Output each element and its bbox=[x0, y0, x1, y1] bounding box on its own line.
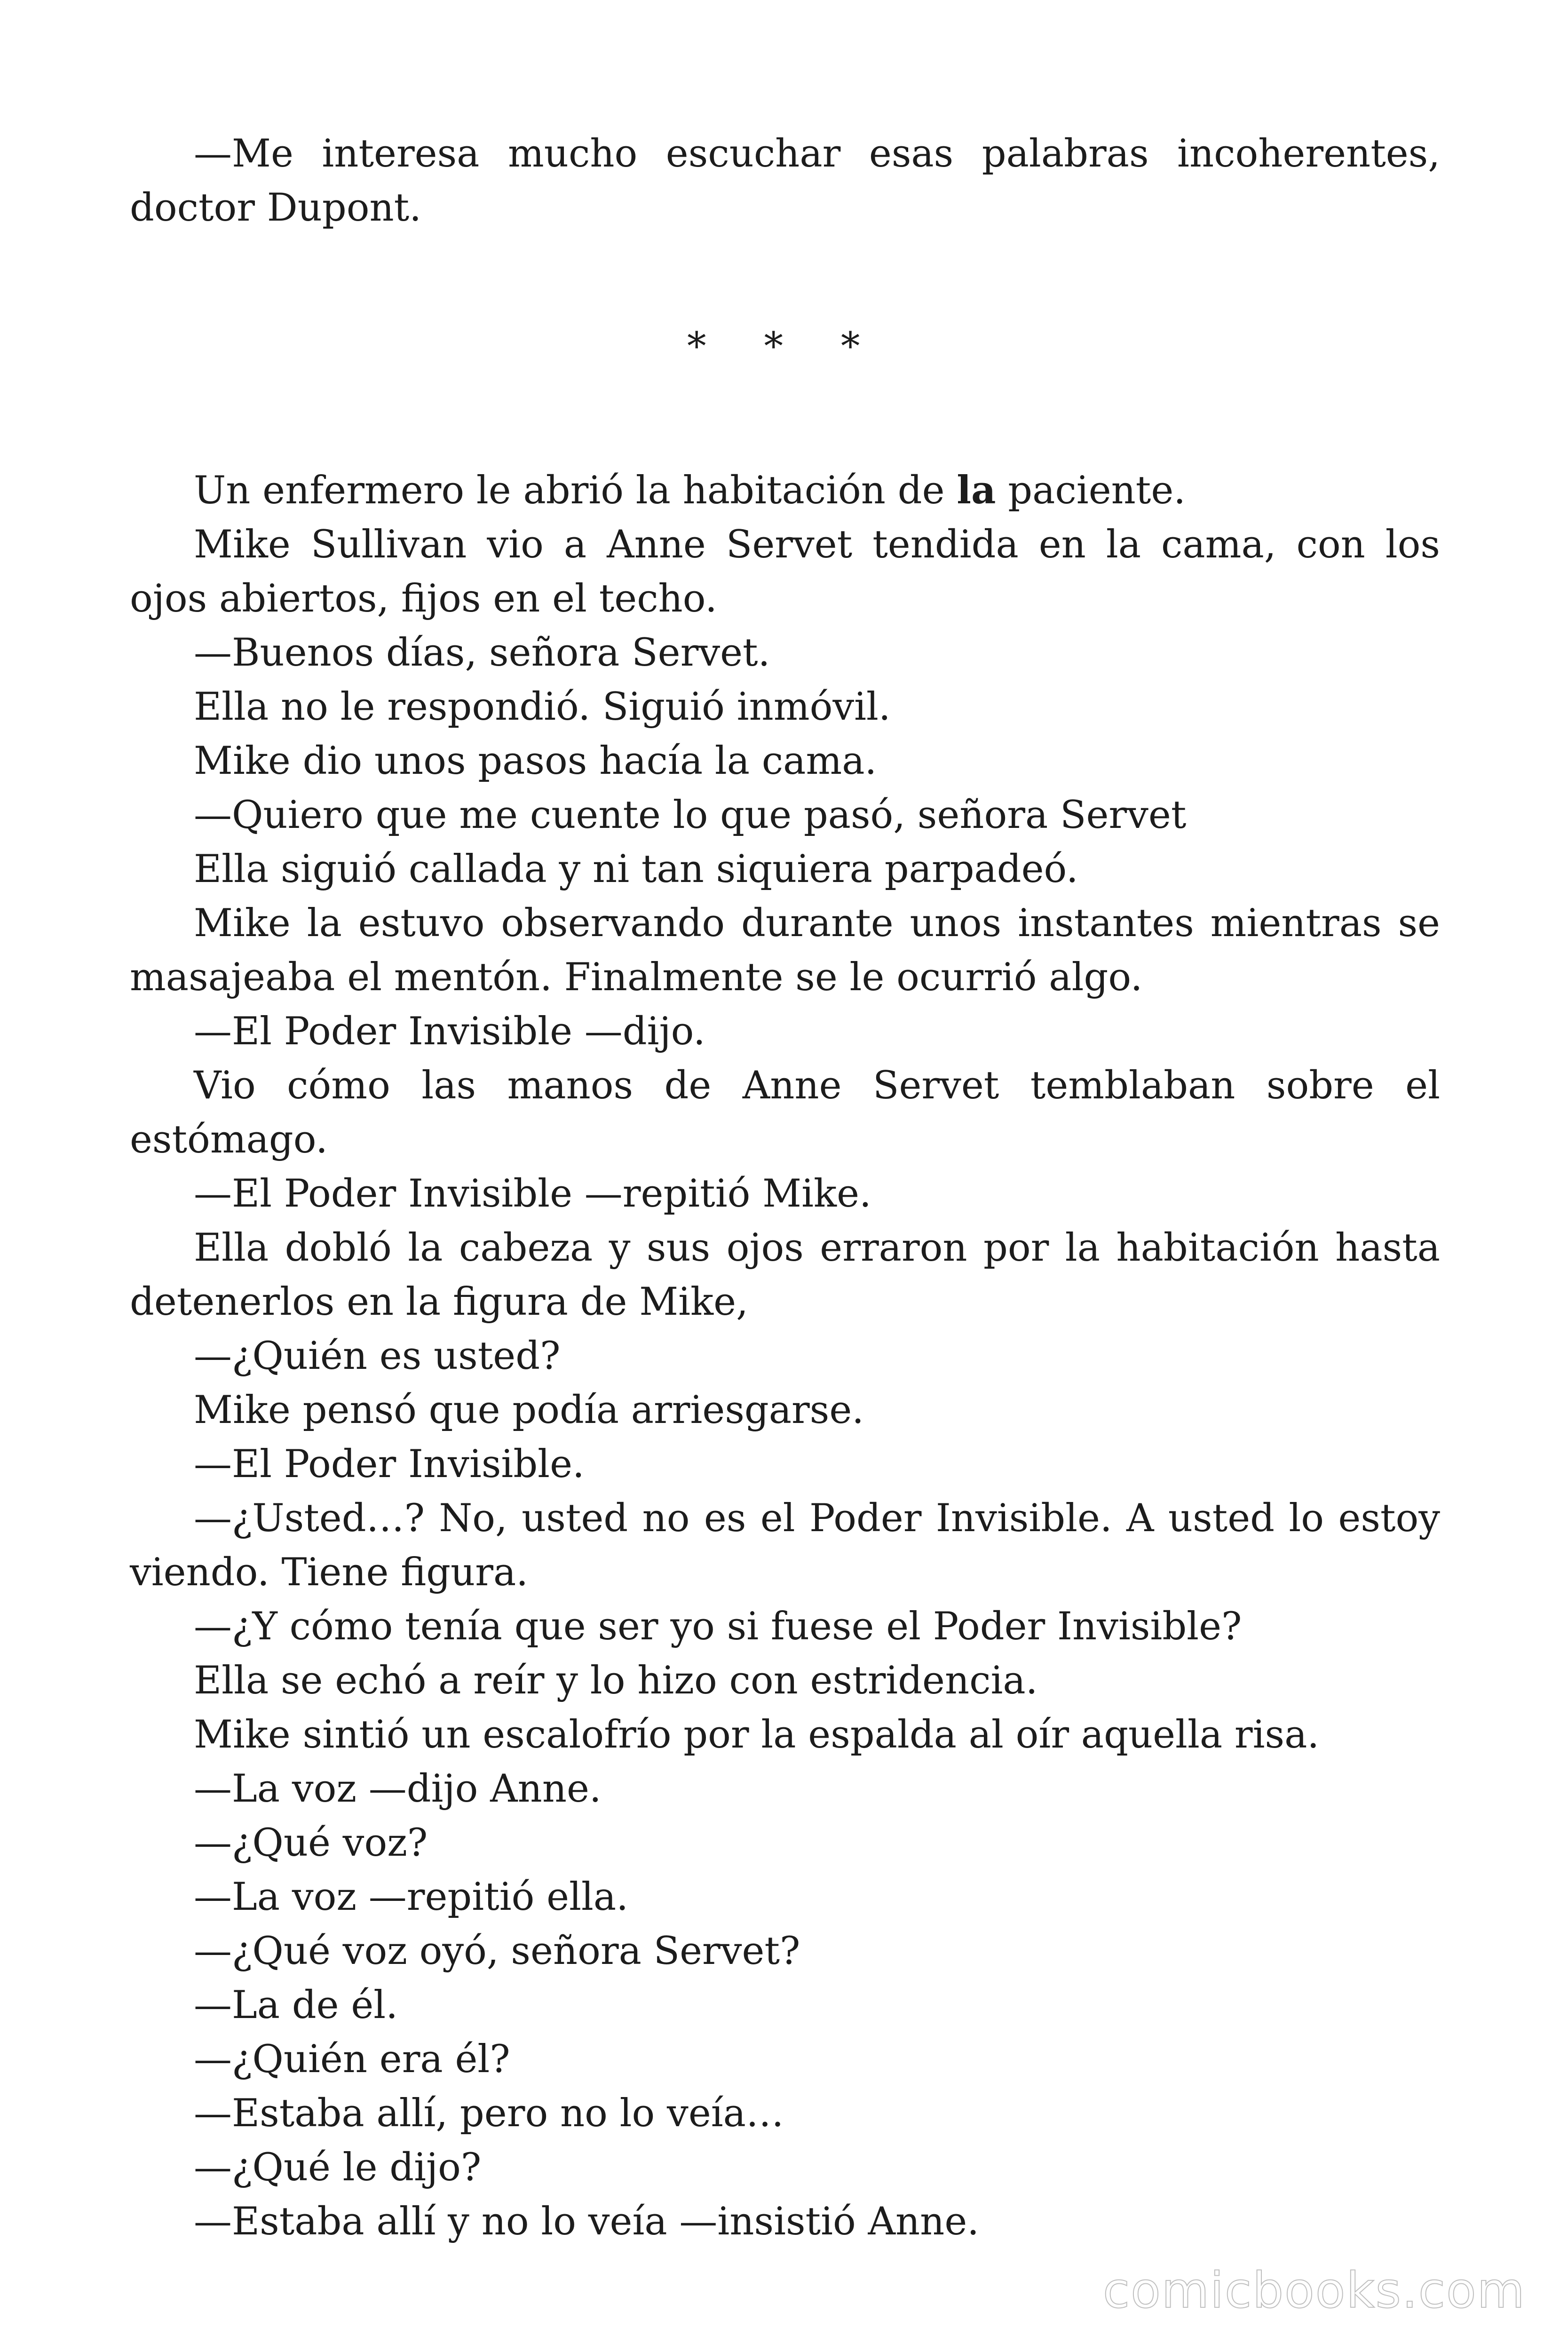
paragraph: —Estaba allí y no lo veía —insistió Anne. bbox=[194, 2200, 980, 2244]
paragraph: —El Poder Invisible —dijo. bbox=[194, 1009, 705, 1054]
paragraph-list bbox=[130, 518, 1440, 2249]
paragraph: —¿Qué le dijo? bbox=[194, 2145, 482, 2190]
paragraph: —¿Quién era él? bbox=[194, 2037, 510, 2082]
paragraph: —¿Qué voz? bbox=[194, 1821, 428, 1865]
paragraph: —Buenos días, señora Servet. bbox=[194, 631, 770, 675]
paragraph: Ella dobló la cabeza y sus ojos erraron por la habitación hasta detenerlos en la figura de Mike, bbox=[130, 1226, 1440, 1324]
paragraph: Ella se echó a reír y lo hizo con estridencia. bbox=[194, 1659, 1038, 1703]
paragraph: —¿Usted…? No, usted no es el Poder Invisible. A usted lo estoy viendo. Tiene figura. bbox=[130, 1496, 1440, 1595]
paragraph: Mike Sullivan vio a Anne Servet tendida en la cama, con los ojos abiertos, fijos en el techo. bbox=[130, 523, 1440, 621]
paragraph: Vio cómo las manos de Anne Servet temblaban sobre el estómago. bbox=[130, 1064, 1440, 1162]
first-scene-paragraph bbox=[130, 463, 1440, 518]
paragraph: —¿Y cómo tenía que ser yo si fuese el Poder Invisible? bbox=[194, 1605, 1242, 1649]
paragraph: —¿Quién es usted? bbox=[194, 1334, 561, 1378]
opening-paragraph: —Me interesa mucho escuchar esas palabras incoherentes, doctor Dupont. bbox=[130, 132, 1440, 230]
paragraph: —La voz —dijo Anne. bbox=[194, 1767, 602, 1811]
paragraph: Mike dio unos pasos hacía la cama. bbox=[194, 739, 877, 783]
paragraph: Ella siguió callada y ni tan siquiera parpadeó. bbox=[194, 847, 1078, 891]
paragraph: —La de él. bbox=[194, 1983, 398, 2027]
page-body bbox=[130, 127, 1440, 2249]
first-line-after: paciente. bbox=[996, 469, 1186, 513]
scene-separator: * * * bbox=[687, 325, 883, 369]
paragraph: Mike pensó que podía arriesgarse. bbox=[194, 1388, 864, 1432]
paragraph: Mike la estuvo observando durante unos instantes mientras se masajeaba el mentón. Finalmente se le ocurrió algo. bbox=[130, 901, 1440, 1000]
paragraph: —El Poder Invisible. bbox=[194, 1442, 585, 1486]
paragraph: —Quiero que me cuente lo que pasó, señora Servet bbox=[194, 793, 1187, 837]
first-line-bold: la bbox=[957, 468, 996, 513]
paragraph: —El Poder Invisible —repitió Mike. bbox=[194, 1172, 871, 1216]
paragraph: —Estaba allí, pero no lo veía… bbox=[194, 2091, 784, 2136]
paragraph: —La voz —repitió ella. bbox=[194, 1875, 628, 1919]
watermark-logo: comicbooks.com bbox=[1102, 2262, 1526, 2319]
paragraph: Mike sintió un escalofrío por la espalda al oír aquella risa. bbox=[194, 1713, 1320, 1757]
paragraph: Ella no le respondió. Siguió inmóvil. bbox=[194, 685, 891, 729]
first-line-before: Un enfermero le abrió la habitación de bbox=[194, 469, 957, 513]
opening-block bbox=[130, 127, 1440, 235]
paragraph: —¿Qué voz oyó, señora Servet? bbox=[194, 1929, 800, 1973]
